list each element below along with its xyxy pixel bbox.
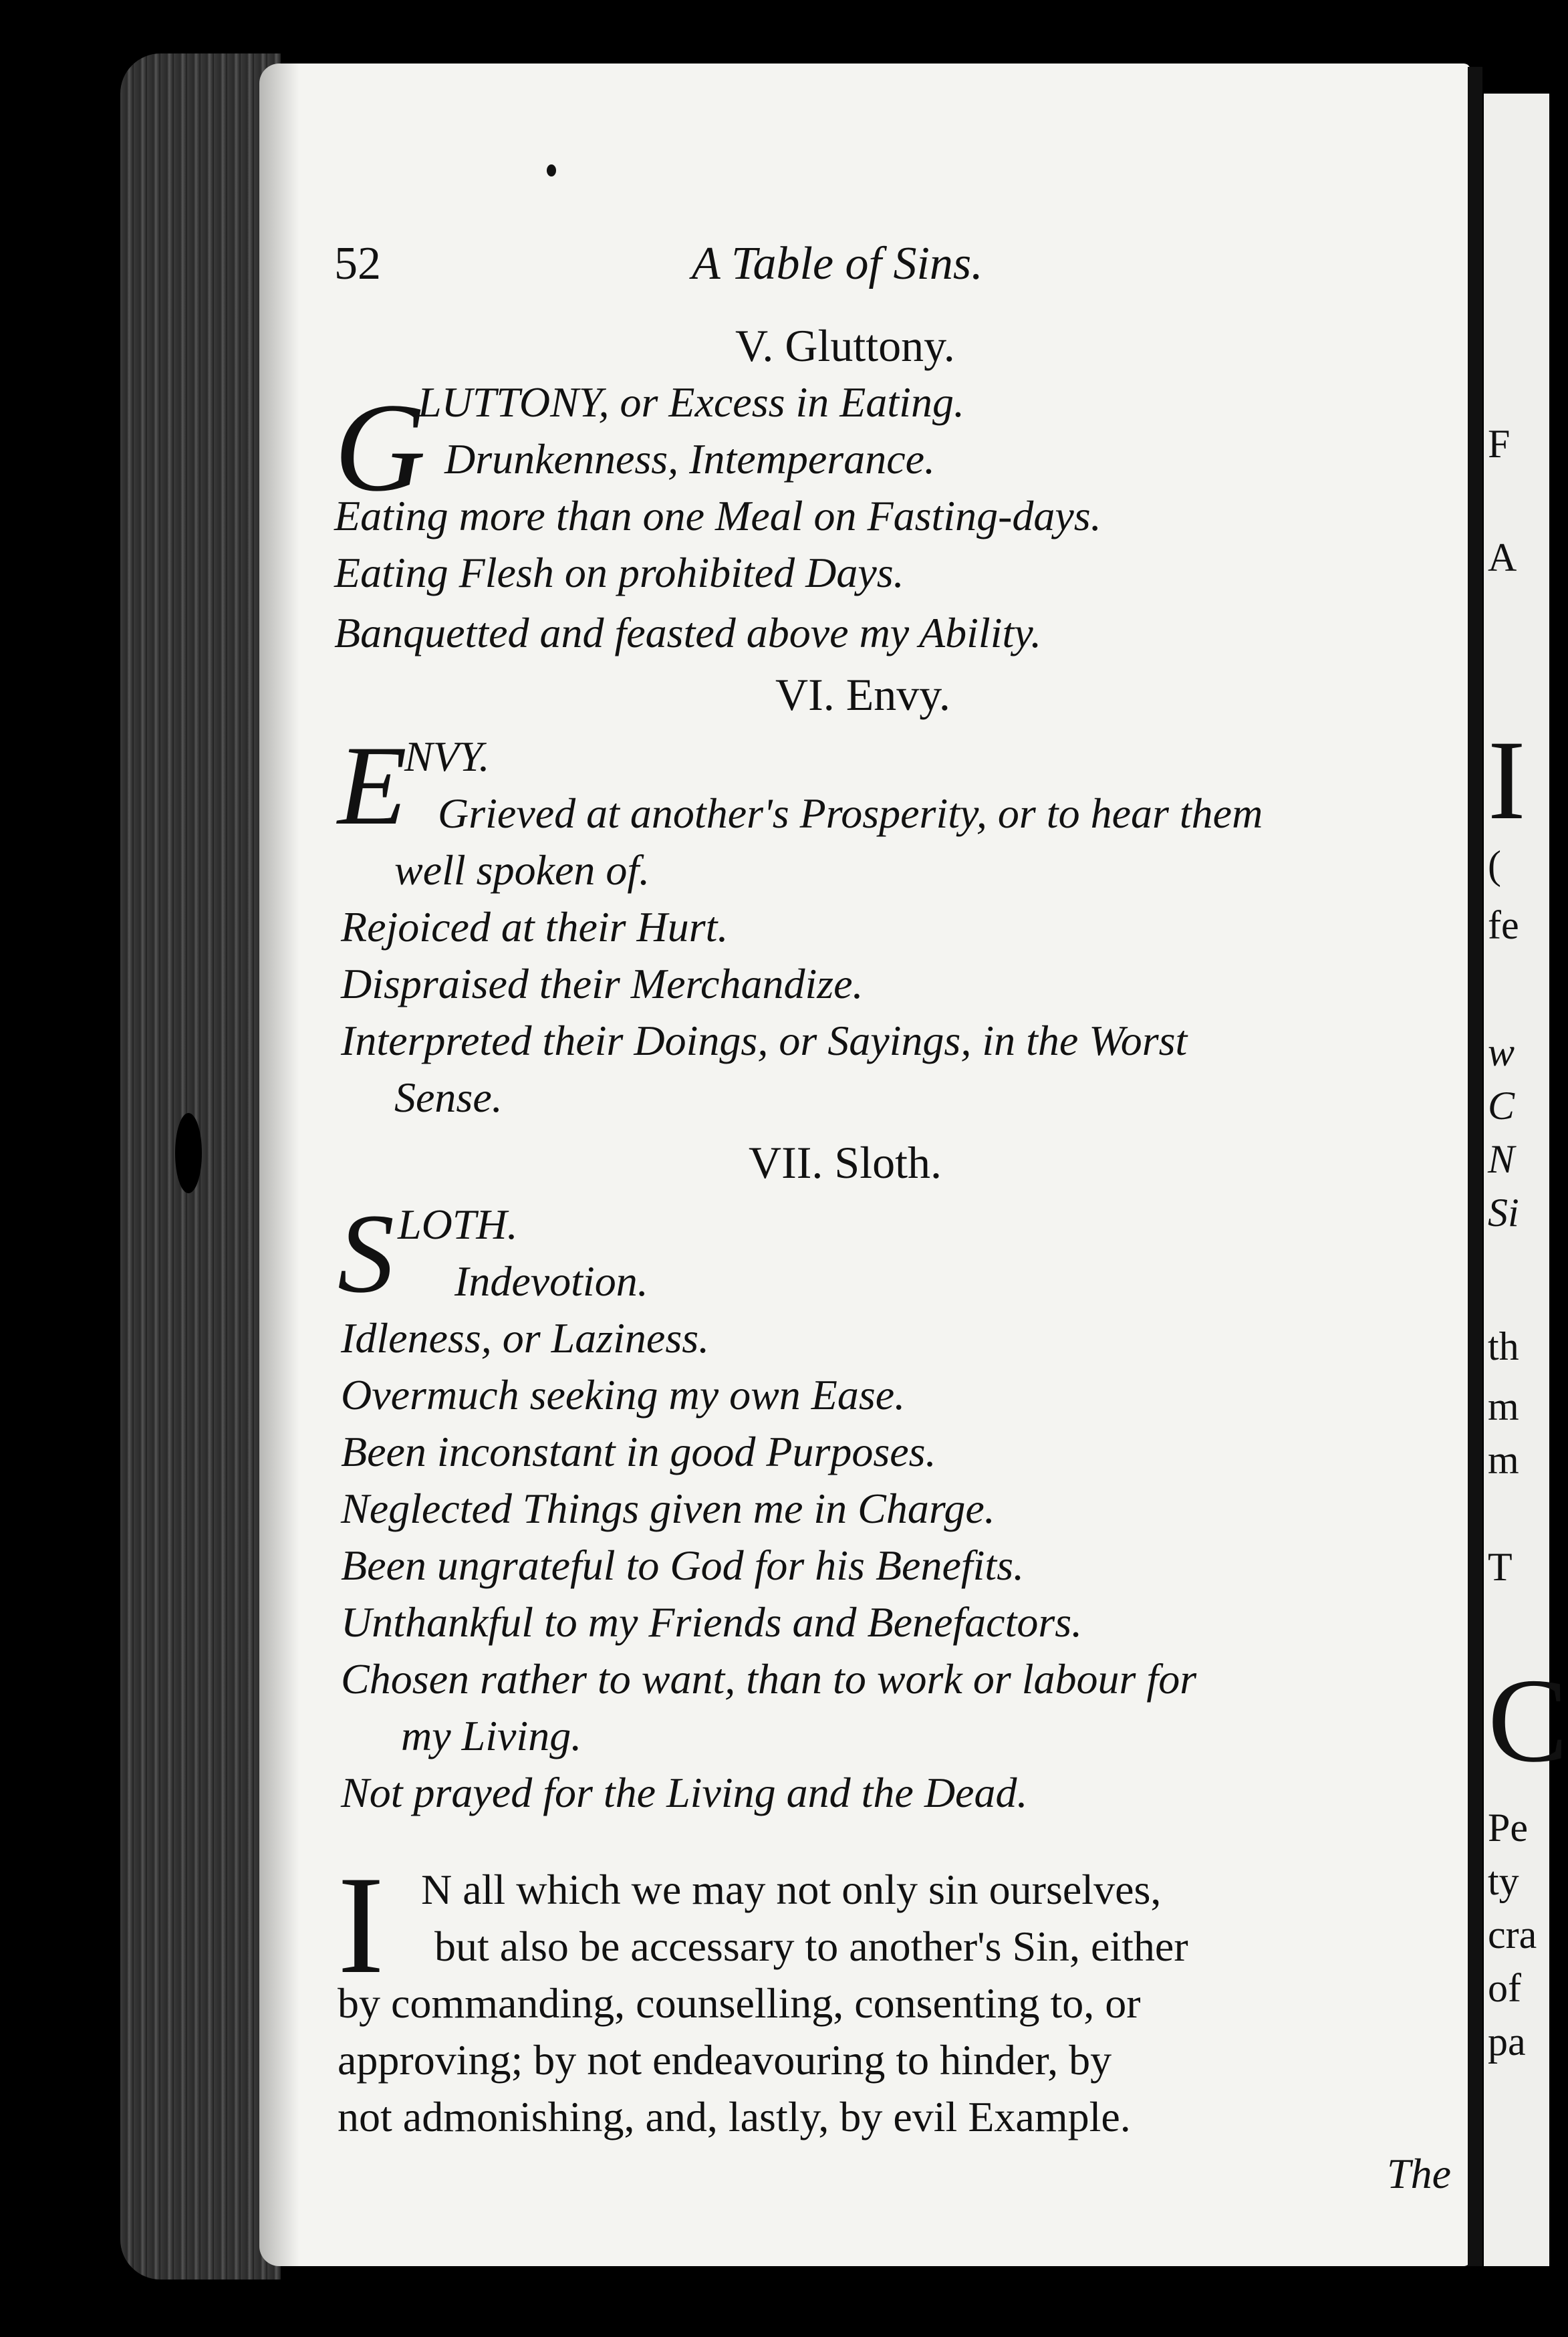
sloth-item: my Living.: [401, 1712, 582, 1759]
envy-item: Rejoiced at their Hurt.: [341, 903, 729, 951]
facing-page: [1484, 94, 1568, 2266]
closing-line: but also be accessary to another's Sin, either: [434, 1923, 1188, 1970]
sloth-item: Chosen rather to want, than to work or labour for: [341, 1655, 1197, 1703]
envy-item: Sense.: [394, 1074, 503, 1121]
sloth-item: Unthankful to my Friends and Benefactors.: [341, 1598, 1083, 1646]
envy-item: Dispraised their Merchandize.: [341, 960, 864, 1007]
drop-cap-s: S: [338, 1191, 394, 1316]
section-heading-sloth: VII. Sloth.: [749, 1137, 942, 1188]
sloth-item: Been inconstant in good Purposes.: [341, 1428, 936, 1475]
gluttony-item: Banquetted and feasted above my Ability.: [334, 609, 1042, 656]
facing-fragment: Pe: [1488, 1806, 1528, 1850]
catchword: The: [1387, 2150, 1451, 2197]
facing-fragment: cra: [1488, 1913, 1537, 1957]
facing-fragment: m: [1488, 1384, 1519, 1429]
closing-line: approving; by not endeavouring to hinder, by: [338, 2036, 1112, 2084]
gluttony-item: Drunkenness, Intemperance.: [444, 435, 935, 483]
gluttony-item: Eating more than one Meal on Fasting-days.: [334, 492, 1101, 539]
section-heading-gluttony: V. Gluttony.: [735, 320, 955, 371]
drop-cap-e: E: [338, 723, 407, 848]
sloth-item: Neglected Things given me in Charge.: [341, 1485, 995, 1532]
page-shadow: [259, 64, 299, 2266]
facing-fragment: ty: [1488, 1859, 1519, 1903]
facing-fragment: C: [1488, 1654, 1568, 1787]
facing-fragment: F: [1488, 422, 1511, 466]
envy-first-line: NVY.: [404, 733, 490, 780]
facing-fragment: Si: [1488, 1191, 1519, 1235]
closing-line: by commanding, counselling, consenting to, or: [338, 1979, 1141, 2027]
sloth-item: Been ungrateful to God for his Benefits.: [341, 1542, 1025, 1589]
page-number: 52: [334, 238, 381, 289]
facing-fragment: A: [1488, 535, 1517, 580]
facing-fragment: w: [1488, 1030, 1515, 1074]
facing-fragment: C: [1488, 1084, 1515, 1128]
closing-line: not admonishing, and, lastly, by evil Example.: [338, 2093, 1131, 2140]
sloth-item: Not prayed for the Living and the Dead.: [341, 1769, 1028, 1816]
facing-fragment: I: [1488, 717, 1526, 843]
ink-blot: [175, 1113, 202, 1193]
envy-item: well spoken of.: [394, 846, 650, 894]
facing-fragment: of: [1488, 1966, 1521, 2010]
drop-cap-g: G: [334, 378, 426, 518]
facing-fragment: m: [1488, 1438, 1519, 1482]
closing-line: N all which we may not only sin ourselves,: [421, 1866, 1162, 1913]
facing-fragment: T: [1488, 1545, 1513, 1589]
sloth-item: Overmuch seeking my own Ease.: [341, 1371, 906, 1419]
gutter: [1468, 67, 1482, 2266]
sloth-item: Idleness, or Laziness.: [341, 1314, 710, 1362]
facing-fragment: fe: [1488, 903, 1519, 947]
section-heading-envy: VI. Envy.: [775, 669, 950, 720]
envy-item: Grieved at another's Prosperity, or to hear them: [438, 789, 1263, 837]
ink-dot: [547, 164, 556, 176]
facing-fragment: pa: [1488, 2019, 1526, 2064]
facing-fragment: N: [1488, 1137, 1515, 1181]
sloth-item: Indevotion.: [454, 1257, 648, 1305]
gluttony-item: Eating Flesh on prohibited Days.: [334, 549, 904, 596]
running-title: A Table of Sins.: [692, 238, 983, 289]
envy-item: Interpreted their Doings, or Sayings, in the Worst: [341, 1017, 1188, 1064]
sloth-first-line: LOTH.: [398, 1201, 518, 1248]
facing-fragment: (: [1488, 843, 1501, 887]
gluttony-first-line: LUTTONY, or Excess in Eating.: [418, 378, 964, 426]
facing-fragment: th: [1488, 1324, 1519, 1368]
drop-cap-i: I: [338, 1848, 384, 2003]
